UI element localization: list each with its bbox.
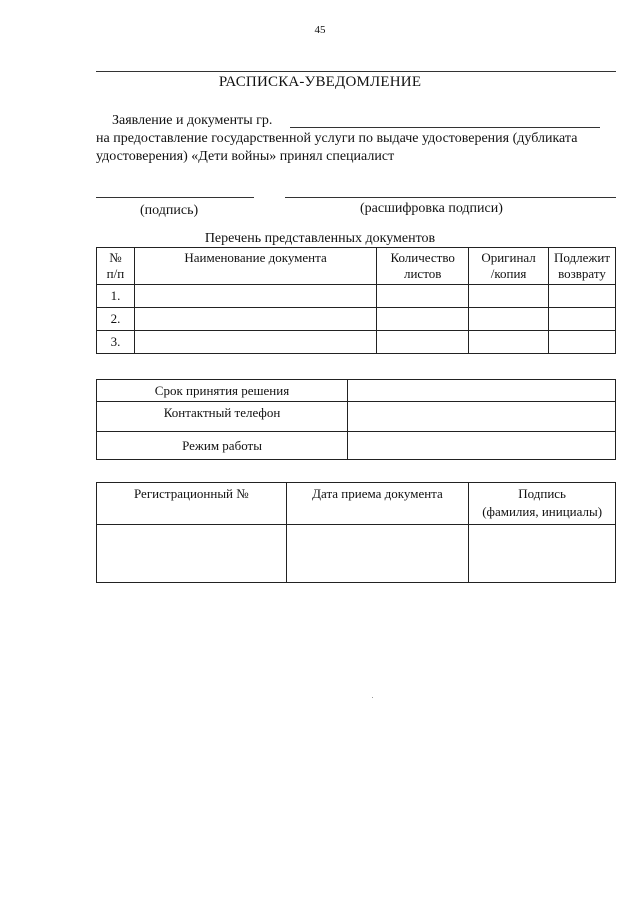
- header-number: [97, 248, 135, 285]
- sheet-count-cell[interactable]: [377, 308, 469, 331]
- table-row: [97, 331, 616, 354]
- registration-header: [97, 483, 616, 525]
- signature-blank[interactable]: [96, 197, 254, 198]
- receipt-date-header: Дата приема документа: [286, 483, 469, 525]
- info-row-decision-term: [97, 380, 616, 402]
- signature-header-line2: (фамилия, инициалы): [482, 504, 603, 519]
- original-copy-cell[interactable]: [469, 285, 549, 308]
- receipt-date-cell[interactable]: [286, 525, 469, 583]
- info-table: [96, 379, 616, 460]
- statement-line-2: на предоставление государственной услуги по выдаче удостоверения (дубликата: [96, 131, 578, 146]
- documents-table: [96, 247, 616, 354]
- statement-line-3: удостоверения) «Дети войны» принял специалист: [96, 149, 395, 164]
- table-row: [97, 308, 616, 331]
- header-original-copy: [469, 248, 549, 285]
- document-name-cell[interactable]: [134, 285, 376, 308]
- sheet-count-cell[interactable]: [377, 331, 469, 354]
- top-divider: [96, 71, 616, 72]
- info-row-contact-phone: [97, 402, 616, 432]
- row-number: 2.: [97, 308, 135, 331]
- citizen-name-blank[interactable]: [290, 127, 600, 128]
- to-return-cell[interactable]: [549, 331, 616, 354]
- header-number-line1: №: [109, 250, 122, 265]
- registration-table: [96, 482, 616, 583]
- header-number-line2: п/п: [106, 266, 125, 281]
- to-return-cell[interactable]: [549, 308, 616, 331]
- statement-line-1: Заявление и документы гр.: [112, 113, 273, 128]
- row-number: 3.: [97, 331, 135, 354]
- signature-header: [469, 483, 616, 525]
- signature-label: (подпись): [140, 203, 199, 218]
- original-copy-cell[interactable]: [469, 308, 549, 331]
- signature-cell[interactable]: [469, 525, 616, 583]
- document-name-cell[interactable]: [134, 308, 376, 331]
- to-return-cell[interactable]: [549, 285, 616, 308]
- original-copy-cell[interactable]: [469, 331, 549, 354]
- reg-number-cell[interactable]: [97, 525, 287, 583]
- page-number: 45: [314, 24, 326, 36]
- decision-term-value[interactable]: [348, 380, 616, 402]
- documents-table-header: [97, 248, 616, 285]
- reg-number-header: Регистрационный №: [97, 483, 287, 525]
- sheet-count-cell[interactable]: [377, 285, 469, 308]
- header-to-return-line2: возврату: [558, 266, 606, 281]
- scan-speck: [372, 697, 373, 698]
- header-to-return: [549, 248, 616, 285]
- registration-row: [97, 525, 616, 583]
- header-sheet-count: [377, 248, 469, 285]
- header-sheet-count-line1: Количество: [390, 250, 455, 265]
- document-name-cell[interactable]: [134, 331, 376, 354]
- signature-decode-blank[interactable]: [285, 197, 616, 198]
- row-number: 1.: [97, 285, 135, 308]
- header-to-return-line1: Подлежит: [554, 250, 611, 265]
- info-row-working-hours: [97, 432, 616, 460]
- signature-decode-label: (расшифровка подписи): [360, 201, 503, 216]
- document-title: РАСПИСКА-УВЕДОМЛЕНИЕ: [218, 74, 422, 90]
- documents-list-title: Перечень представленных документов: [204, 231, 436, 246]
- table-row: [97, 285, 616, 308]
- contact-phone-label: Контактный телефон: [97, 402, 348, 432]
- contact-phone-value[interactable]: [348, 402, 616, 432]
- header-sheet-count-line2: листов: [403, 266, 442, 281]
- signature-header-line1: Подпись: [518, 486, 566, 501]
- working-hours-label: Режим работы: [97, 432, 348, 460]
- header-original-copy-line2: /копия: [490, 266, 527, 281]
- working-hours-value[interactable]: [348, 432, 616, 460]
- header-document-name: Наименование документа: [134, 248, 376, 285]
- decision-term-label: Срок принятия решения: [97, 380, 348, 402]
- header-original-copy-line1: Оригинал: [481, 250, 536, 265]
